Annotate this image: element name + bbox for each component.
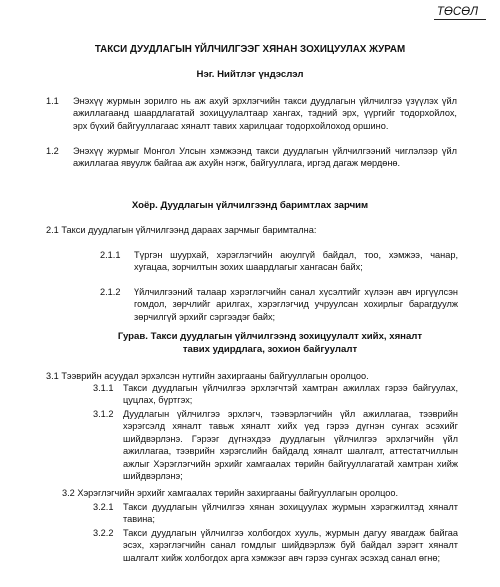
draft-label: ТӨСӨЛ	[436, 6, 478, 18]
section-heading-2: Хоёр. Дуудлагын үйлчилгээнд баримтлах зарчим	[131, 200, 369, 211]
paragraph-number: 3.2.1	[93, 502, 114, 512]
paragraph-number: 1.1	[46, 96, 59, 106]
paragraph-text: Үйлчилгээний талаар хэрэглэгчийн санал хүсэлтийг хүлээн авч иргүүлсэн гомдол, зөрчлийг арилгах, хэрэглэгчид учруулсан хохирлыг барагдуулж зөрчилгүй эрхийг сэргээдэг байх;	[134, 287, 458, 322]
paragraph-text: Такси дуудлагын үйлчилгээ эрхлэгчтэй хамтран ажиллах гэрээ байгуулах, цуцлах, бүртгэх;	[123, 383, 458, 406]
paragraph-number: 2.1.2	[100, 287, 121, 297]
paragraph-text: Энэхүү журмыг Монгол Улсын хэмжээнд такси дуудлагын үйлчилгээний чиглэлээр үйл ажиллагаа явуулж байгаа аж ахуйн нэгж, байгууллага, иргэд дагаж мөрдөнө.	[73, 146, 457, 169]
paragraph-3-1: 3.1 Тээврийн асуудал эрхэлсэн нутгийн захиргааны байгууллагын оролцоо.	[46, 371, 369, 381]
paragraph-number: 1.2	[46, 146, 59, 156]
section-heading-1: Нэг. Нийтлэг үндэслэл	[196, 69, 304, 80]
section-heading-3: Гурав. Такси дуудлагын үйлчилгээнд зохицуулалт хийх, хяналт тавих удирдлага, зохион байгуулалт	[117, 331, 423, 355]
paragraph-3-2: 3.2 Хэрэглэгчийн эрхийг хамгаалах төрийн захиргааны байгууллагын оролцоо.	[62, 488, 399, 498]
paragraph-text: Такси дуудлагын үйлчилгээ хянан зохицуулах журмын хэрэгжилтэд хяналт тавина;	[123, 502, 458, 525]
draft-underline	[434, 19, 486, 20]
paragraph-2-1: 2.1 Такси дуудлагын үйлчилгээнд дараах зарчмыг баримтална:	[46, 225, 317, 235]
paragraph-text: Такси дуудлагын үйлчилгээ холбогдох хууль, журмын дагуу явагдаж байгаа эсэх, хэрэглэгчийн санал гомдлыг шийдвэрлэж буй байдал зэрэгт хяналт шалгалт хийж холбогдох арга хэмжээг авч гэрээ сунгах эсэхэд санал өгнө;	[123, 528, 458, 563]
paragraph-text: Дуудлагын үйлчилгээ эрхлэгч, тээвэрлэгчийн үйл ажиллагаа, тээврийн хэрэгсэлд хяналт тавьж хяналт хийх үед гэрээ дүгнэн сунгах эсэхийг шийдвэрлэнэ. Гэрээг дүгнэхдээ дуудлагын үйлчилгээ эрхлэгчийн үйл ажиллагаа, тээврийн хэрэгслийн байдалд хяналт шалгалт, аттестатчиллын ажлыг Хэрэглэгчийн эрхийг хамгаалах төрийн байгууллагатай хамтран хийж шийдвэрлэнэ;	[123, 409, 458, 482]
paragraph-text: Түргэн шуурхай, хэрэглэгчийн аюулгүй байдал, тоо, хэмжээ, чанар, хугацаа, зорчилтын зохих шаардлагыг хангасан байх;	[134, 250, 458, 273]
paragraph-number: 3.1.2	[93, 409, 114, 419]
document-title: ТАКСИ ДУУДЛАГЫН ҮЙЛЧИЛГЭЭГ ХЯНАН ЗОХИЦУУЛАХ ЖУРАМ	[94, 44, 406, 55]
paragraph-text: Энэхүү журмын зорилго нь аж ахуй эрхлэгчийн такси дуудлагын үйлчилгээ үзүүлэх үйл ажиллагаанд шаардлагатай зохицуулалтаар хангах, тэдний эрх, үүргийг тодорхойлох, эрх бүхий байгууллагаас хяналт тавих харилцааг тодорхойлоход оршино.	[73, 96, 457, 131]
paragraph-number: 2.1.1	[100, 250, 121, 260]
paragraph-number: 3.1.1	[93, 383, 114, 393]
paragraph-number: 3.2.2	[93, 528, 114, 538]
